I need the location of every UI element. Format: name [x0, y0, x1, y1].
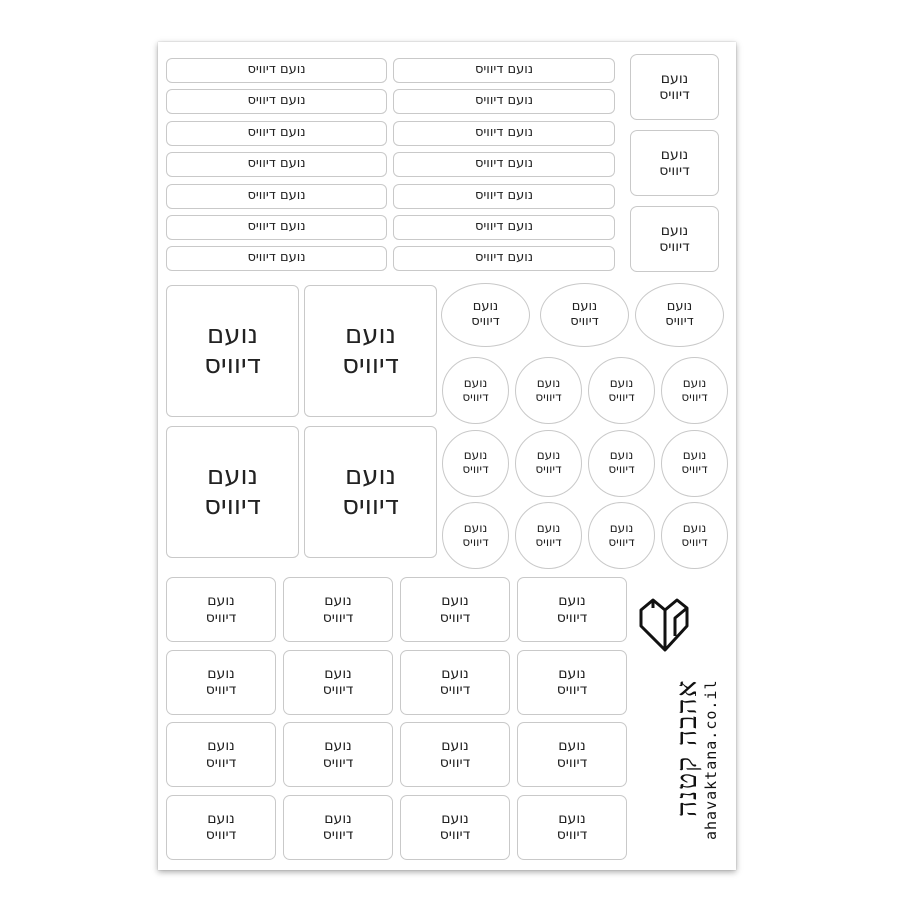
strip-label [393, 58, 615, 83]
large-square-label [166, 285, 299, 417]
label-text: דיוויס [681, 462, 708, 476]
label-text: דיוויס [342, 491, 399, 521]
label-text: דיוויס [322, 682, 354, 698]
label-text: נועם [207, 665, 235, 682]
label-text: נועם [463, 448, 488, 463]
strip-label [166, 184, 387, 209]
label-text: נועם [324, 738, 352, 755]
label-text: דיוויס [556, 682, 588, 698]
circle-label [661, 357, 728, 424]
label-text: נועם דיוויס [474, 250, 534, 266]
label-text: דיוויס [681, 389, 708, 404]
label-text: דיוויס [608, 389, 635, 404]
rect-label [283, 795, 393, 860]
label-text: דיוויס [462, 534, 489, 549]
label-text: דיוויס [439, 682, 471, 698]
rect-label [517, 577, 627, 642]
label-text: נועם [324, 810, 352, 827]
label-text: נועם [609, 520, 634, 535]
large-square-label [304, 285, 437, 417]
strip-label [166, 121, 387, 146]
label-text: נועם [463, 375, 488, 390]
heart-cube-icon [633, 596, 691, 668]
rect-label [517, 795, 627, 860]
strip-label [166, 89, 387, 114]
rect-label [283, 577, 393, 642]
circle-label [661, 430, 728, 497]
label-text: נועם דיוויס [474, 93, 534, 109]
circle-label [442, 430, 509, 497]
label-text: דיוויס [204, 350, 261, 380]
label-text: דיוויס [322, 827, 354, 843]
label-text: דיוויס [439, 754, 471, 771]
label-text: נועם [344, 320, 397, 351]
label-text: נועם [660, 146, 689, 163]
label-text: דיוויס [322, 609, 354, 626]
label-text: נועם דיוויס [474, 156, 534, 172]
label-text: נועם [536, 448, 561, 463]
strip-label [393, 184, 615, 209]
label-text: נועם דיוויס [247, 187, 306, 203]
rect-label [166, 795, 276, 860]
brand-block [670, 680, 720, 841]
label-text: נועם [609, 448, 634, 463]
label-text: נועם [207, 738, 235, 755]
label-text: נועם [441, 810, 469, 827]
label-text: נועם דיוויס [247, 250, 306, 266]
label-text: דיוויס [322, 754, 354, 771]
label-text: נועם [666, 299, 693, 315]
label-text: נועם [682, 375, 707, 390]
label-text: נועם [536, 520, 561, 535]
circle-label [442, 502, 509, 569]
brand-url: ahavaktana.co.il [702, 679, 720, 840]
label-text: נועם [441, 738, 469, 755]
label-text: נועם [206, 461, 259, 492]
label-text: נועם [206, 320, 259, 351]
rect-label [166, 577, 276, 642]
label-text: דיוויס [659, 163, 690, 179]
label-text: דיוויס [556, 827, 588, 843]
label-text: נועם [324, 665, 352, 682]
label-text: נועם [441, 665, 469, 682]
rect-label [283, 722, 393, 787]
large-square-label [166, 426, 299, 558]
circle-label [515, 502, 582, 569]
label-text: נועם דיוויס [247, 62, 306, 78]
label-text: דיוויס [205, 682, 237, 698]
rect-label [517, 722, 627, 787]
rect-label [166, 650, 276, 715]
square-label [630, 54, 719, 120]
oval-label [635, 283, 724, 347]
label-text: דיוויס [205, 827, 237, 843]
rect-label [283, 650, 393, 715]
strip-label [166, 215, 387, 240]
label-text: נועם דיוויס [247, 124, 306, 140]
label-text: נועם [441, 593, 469, 610]
strip-label [393, 215, 615, 240]
strip-label [393, 89, 615, 114]
label-text: דיוויס [535, 389, 562, 404]
label-text: דיוויס [535, 462, 562, 476]
label-text: דיוויס [342, 350, 399, 380]
label-text: נועם [536, 375, 561, 390]
label-text: דיוויס [556, 754, 588, 771]
label-text: נועם דיוויס [247, 93, 306, 109]
brand-name: אהבה קטנה [670, 679, 703, 818]
label-text: נועם [682, 448, 707, 463]
label-text: נועם [207, 810, 235, 827]
label-text: נועם [558, 593, 586, 610]
circle-label [515, 430, 582, 497]
circle-label [588, 502, 655, 569]
large-square-label [304, 426, 437, 558]
rect-label [400, 650, 510, 715]
strip-label [393, 152, 615, 177]
label-text: דיוויס [556, 609, 588, 626]
circle-label [588, 357, 655, 424]
label-text: נועם [558, 665, 586, 682]
label-text: דיוויס [462, 462, 489, 476]
circle-label [442, 357, 509, 424]
label-text: נועם [660, 222, 689, 239]
label-text: דיוויס [535, 534, 562, 549]
label-text: נועם [558, 738, 586, 755]
square-label [630, 206, 719, 272]
label-text: דיוויס [439, 609, 471, 626]
label-text: נועם [472, 299, 499, 315]
circle-label [661, 502, 728, 569]
strip-label [166, 58, 387, 83]
label-text: דיוויס [204, 491, 261, 521]
label-text: נועם [324, 593, 352, 610]
label-text: דיוויס [608, 534, 635, 549]
circle-label [515, 357, 582, 424]
label-text: נועם [463, 520, 488, 535]
label-text: נועם [682, 520, 707, 535]
label-text: דיוויס [205, 609, 237, 626]
label-text: דיוויס [659, 239, 690, 255]
label-text: נועם [558, 810, 586, 827]
label-text: דיוויס [205, 754, 237, 771]
label-text: דיוויס [665, 314, 694, 329]
strip-label [166, 246, 387, 271]
rect-label [400, 795, 510, 860]
label-text: נועם דיוויס [474, 219, 534, 235]
label-text: דיוויס [471, 314, 500, 329]
strip-label [393, 121, 615, 146]
label-text: נועם [660, 70, 689, 87]
label-text: נועם [571, 299, 598, 315]
rect-label [400, 577, 510, 642]
label-text: נועם דיוויס [247, 219, 306, 235]
strip-label [166, 152, 387, 177]
rect-label [517, 650, 627, 715]
rect-label [166, 722, 276, 787]
label-text: דיוויס [608, 462, 635, 476]
oval-label [441, 283, 530, 347]
strip-label [393, 246, 615, 271]
label-text: נועם [609, 375, 634, 390]
circle-label [588, 430, 655, 497]
label-text: דיוויס [681, 534, 708, 549]
label-text: דיוויס [570, 314, 599, 329]
label-text: נועם דיוויס [474, 124, 534, 140]
label-text: דיוויס [659, 87, 690, 103]
label-text: נועם [207, 593, 235, 610]
rect-label [400, 722, 510, 787]
square-label [630, 130, 719, 196]
oval-label [540, 283, 629, 347]
label-text: נועם [344, 461, 397, 492]
label-text: נועם דיוויס [247, 156, 306, 172]
label-text: נועם דיוויס [474, 187, 534, 203]
label-text: דיוויס [462, 389, 489, 404]
label-text: דיוויס [439, 827, 471, 843]
label-text: נועם דיוויס [474, 62, 534, 78]
